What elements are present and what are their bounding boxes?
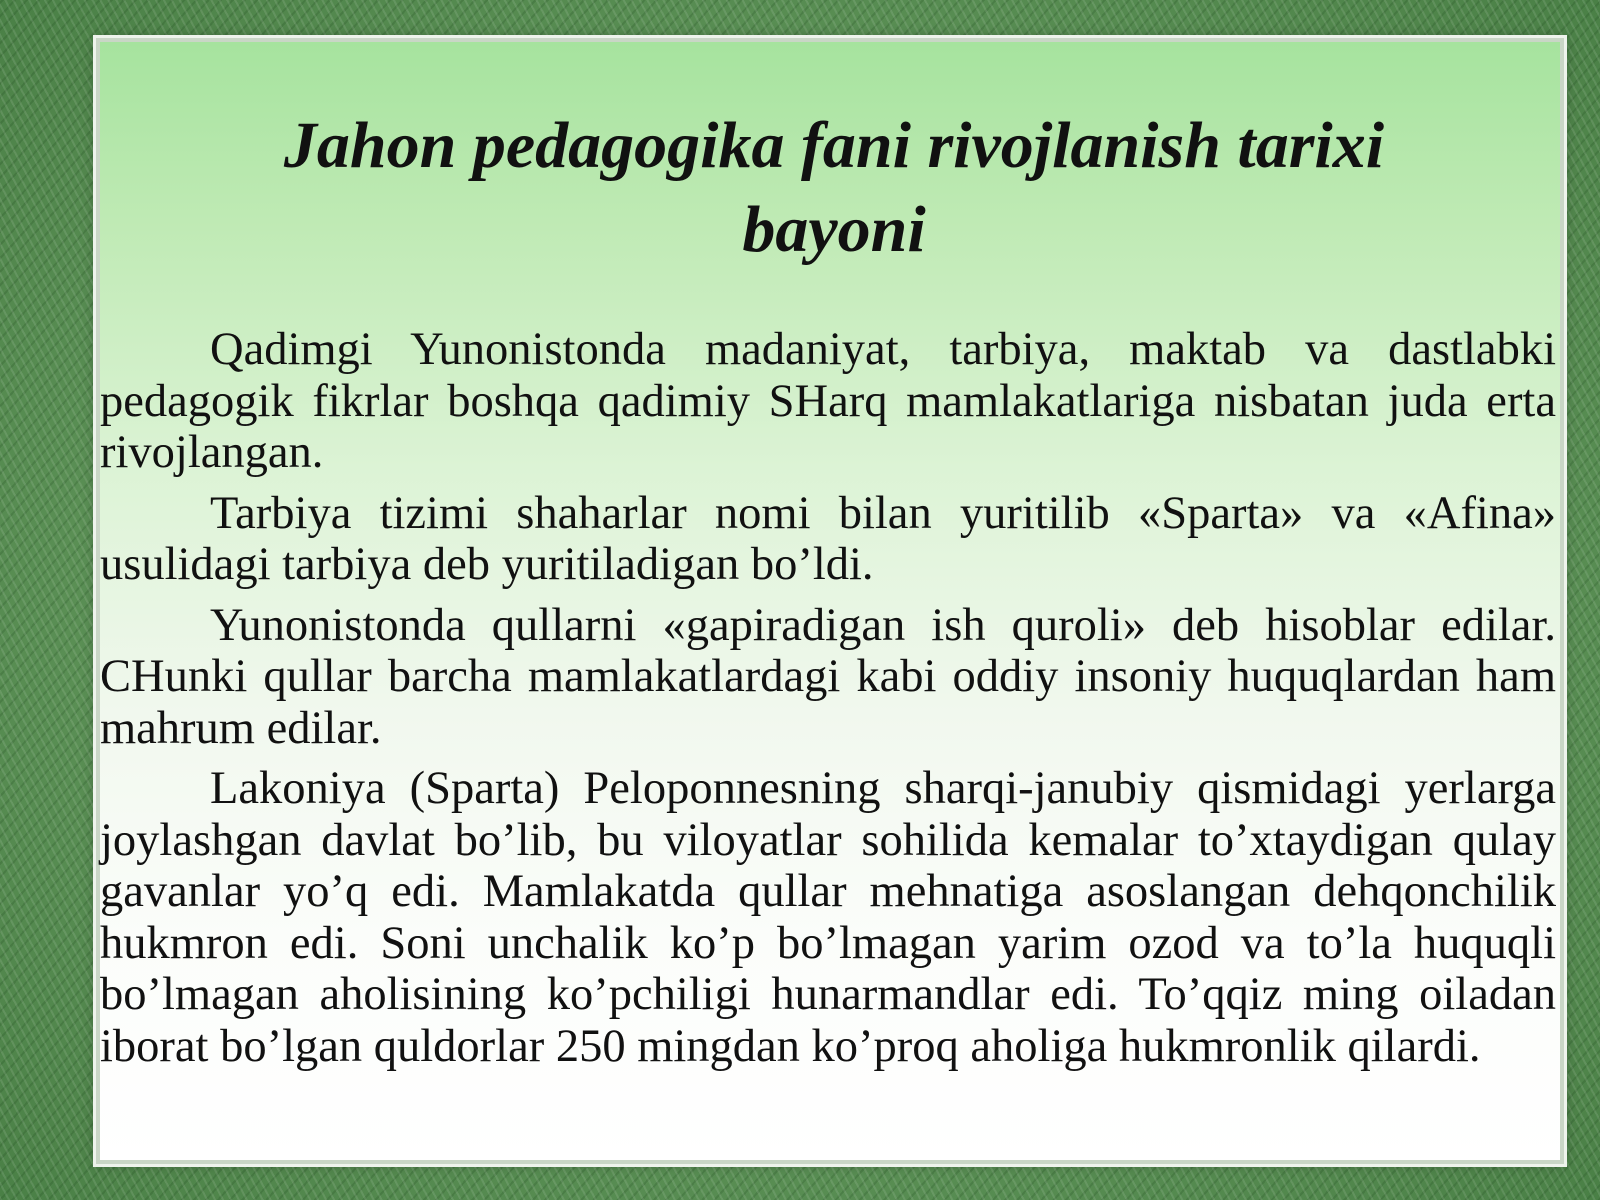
slide-title: [100, 104, 1568, 272]
paragraph-2: Tarbiya tizimi shaharlar nomi bilan yuritilib «Sparta» va «Afina» usulidagi tarbiya deb yuritiladigan bo’ldi.: [100, 487, 1556, 590]
slide-body: [100, 324, 1556, 1081]
slide-title-line-2: bayoni: [742, 193, 926, 266]
paragraph-4: Lakoniya (Sparta) Peloponnesning sharqi-janubiy qismidagi yerlarga joylashgan davlat bo’lib, bu viloyatlar sohilida kemalar to’xtaydigan qulay gavanlar yo’q edi. Mamlakatda qullar mehnatiga asoslangan dehqonchilik hukmron edi. Soni unchalik ko’p bo’lmagan yarim ozod va to’la huquqli bo’lmagan aholisining ko’pchiligi hunarmandlar edi. To’qqiz ming oiladan iborat bo’lgan quldorlar 250 mingdan ko’proq aholiga hukmronlik qilardi.: [100, 763, 1556, 1072]
slide-panel: [96, 38, 1564, 1164]
slide-title-line-1: Jahon pedagogika fani rivojlanish tarixi: [283, 109, 1385, 182]
paragraph-1: Qadimgi Yunonistonda madaniyat, tarbiya, maktab va dastlabki pedagogik fikrlar boshqa qadimiy SHarq mamlakatlariga nisbatan juda erta rivojlangan.: [100, 324, 1556, 478]
paragraph-3: Yunonistonda qullarni «gapiradigan ish quroli» deb hisoblar edilar. CHunki qullar barcha mamlakatlardagi kabi oddiy insoniy huquqlardan ham mahrum edilar.: [100, 599, 1556, 754]
